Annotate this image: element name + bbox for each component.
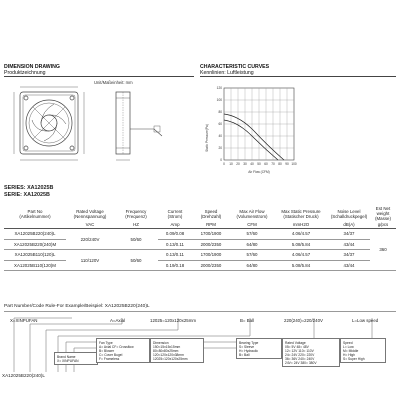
chart-curves	[224, 114, 284, 160]
chart-y-tick-label: 80	[218, 110, 222, 114]
chart-y-tick-label: 0	[220, 158, 222, 162]
col-noise: Noise Level (Schalldruckpegel)	[330, 208, 368, 219]
chart-x-tick-label: 70	[271, 162, 275, 166]
code-seg-label-6: L=Low speed	[352, 318, 379, 323]
code-seg-label-1: X=XINPUFAN	[10, 318, 38, 323]
unit-speed: RPM	[192, 221, 230, 229]
chart-x-tick-label: 30	[243, 162, 247, 166]
chart-y-tick-label: 100	[216, 98, 222, 102]
voltage-group: 110/120V	[66, 250, 114, 271]
code-box-voltage: Rated Voltage 05= 5V 48= 48V 12= 12V 110= 110V 24= 24V 220= 220V 36= 36V 240= 240V 24V= 24V 380= 380V	[282, 338, 340, 367]
table-header-row	[4, 206, 396, 221]
series-line-2: SERIE: XA12025B	[4, 191, 50, 198]
curves-title: CHARACTERISTIC CURVES	[200, 64, 270, 70]
col-weight: Est Net weight (Masse)	[375, 206, 391, 221]
code-box-bearing: Bearing Type S= Sleeve H= Hydraulic B= Ball	[236, 338, 282, 359]
curves-heading	[200, 64, 269, 76]
chart-x-tick-label: 80	[278, 162, 282, 166]
performance-chart	[200, 80, 396, 182]
table-units-row	[4, 221, 396, 229]
chart-y-tick-label: 20	[218, 146, 222, 150]
code-box-brand: Brand Name X= XINPUFAN	[54, 352, 98, 365]
chart-x-tick-label: 60	[264, 162, 268, 166]
col-speed: Speed (Drehzahl)	[200, 208, 222, 219]
frequency-cell: 50/60	[114, 229, 158, 250]
dimension-rule	[4, 76, 194, 77]
chart-y-tick-label: 120	[216, 86, 222, 90]
chart-x-tick-label: 100	[291, 162, 297, 166]
frequency-cell: 50/60	[114, 250, 158, 271]
chart-x-tick-label: 0	[223, 162, 225, 166]
col-frequency: Frequency (Frequenz)	[125, 208, 147, 219]
dimension-subtitle: Produktzeichnung	[4, 70, 46, 76]
col-voltage: Rated Voltage (Nennspannung)	[73, 208, 107, 219]
table-row: XA12025B110(120)L 110/120V 50/60 0.13/0.11 1700/1900 57/60 4.06/4.57 34/37	[4, 250, 396, 261]
table-row: XA12025B110(120)M 0.19/0.18 2000/2350 64/80 5.08/5.84 43/44	[4, 260, 396, 271]
code-example: XA12025B220(240)L	[2, 373, 45, 378]
dimension-heading	[4, 64, 60, 76]
chart-grid	[224, 88, 294, 160]
unit-pressure: mmH2O	[274, 221, 328, 229]
code-box-speed: Speed L= Low M= Middle H= High S= Super High	[340, 338, 386, 363]
col-part: Part No (Artikelnummer)	[19, 208, 51, 219]
unit-voltage: VAC	[66, 221, 114, 229]
unit-frequency: HZ	[114, 221, 158, 229]
chart-xlabel: Air Flow (CFM)	[248, 170, 270, 174]
dimension-unit: Unit/Maßeinheit: mm	[94, 80, 133, 85]
unit-noise: dB(A)	[328, 221, 370, 229]
voltage-group: 220/240V	[66, 229, 114, 250]
spec-table	[4, 206, 396, 271]
series-block	[4, 185, 53, 198]
curves-rule	[200, 76, 396, 77]
dimension-title: DIMENSION DRAWING	[4, 64, 60, 70]
chart-y-tick-label: 60	[218, 122, 222, 126]
chart-y-tick-label: 40	[218, 134, 222, 138]
unit-weight: g/pcs	[370, 221, 396, 229]
col-pressure: Max Static Pressure (Statischer Druck)	[281, 208, 321, 219]
chart-x-ticks	[223, 162, 297, 166]
series-line-1: SERIES: XA12025B	[4, 185, 54, 191]
curves-subtitle: Kennlinien: Luftleistung	[200, 70, 254, 76]
unit-current: Amp	[158, 221, 192, 229]
code-seg-label-3: 12025=120x120x25mm	[150, 318, 197, 323]
chart-x-tick-label: 50	[257, 162, 261, 166]
code-seg-label-4: B= Ball	[240, 318, 255, 323]
code-seg-label-5: 220(240)=220/240V	[284, 318, 323, 323]
fan-drawing	[4, 84, 196, 182]
code-box-fan-type: Fan Type A= Axial CF= Crossflow B= Blower C= Cover Bugel F= Frameless	[96, 338, 150, 363]
code-box-dimension: Dimension 150=15x15x15mm 80=80x80x25mm 120=120x120x38mm 12025=120x120x25mm	[150, 338, 204, 363]
chart-x-tick-label: 90	[285, 162, 289, 166]
code-seg-label-2: A=Axial	[110, 318, 126, 323]
chart-x-tick-label: 40	[250, 162, 254, 166]
col-current: Current (Strom)	[167, 208, 183, 219]
chart-ylabel: Static Pressure(Pa)	[205, 124, 209, 152]
table-row: XA12025B220(240)M 0.13/0.11 2000/2350 64/80 5.08/5.84 43/44	[4, 239, 396, 250]
chart-x-tick-label: 20	[236, 162, 240, 166]
col-airflow: Max Air Flow (Volumenstrom)	[236, 208, 268, 219]
weight-cell: 360	[370, 229, 396, 271]
chart-x-tick-label: 10	[229, 162, 233, 166]
chart-y-ticks	[217, 86, 223, 162]
table-row: XA12025B220(240)L 220/240V 50/60 0.09/0.08 1700/1900 57/60 4.06/4.57 34/37 360	[4, 229, 396, 240]
unit-airflow: CFM	[230, 221, 274, 229]
code-rule-title: Part Number/Code Rule-For Example/Beispiel: XA12025B220(240)L	[4, 304, 150, 309]
